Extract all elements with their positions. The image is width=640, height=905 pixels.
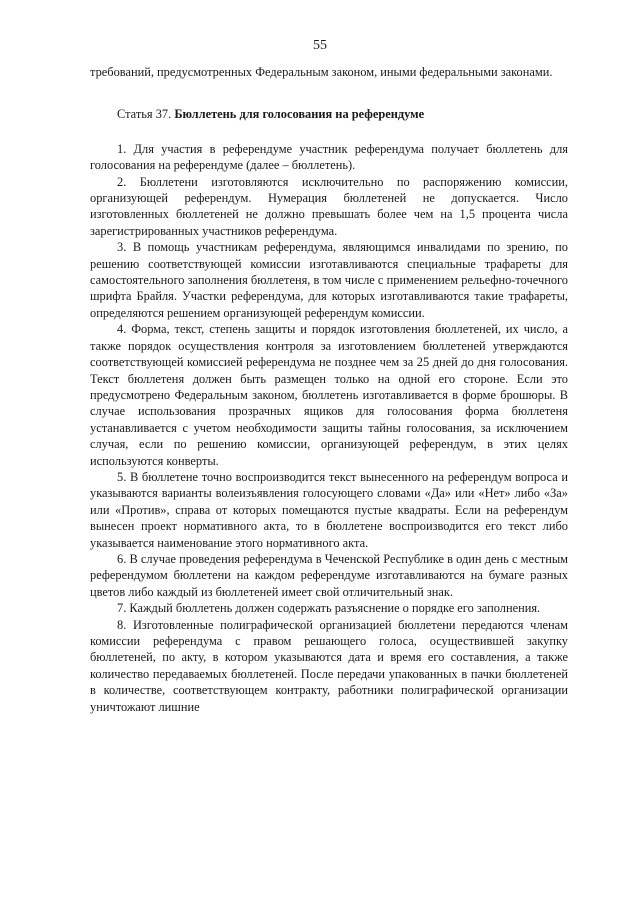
paragraph-1: 1. Для участия в референдуме участник референдума получает бюллетень для голосования на референдуме (далее – бюллетень). (90, 141, 568, 173)
document-body (90, 64, 568, 715)
article-heading (90, 106, 568, 122)
paragraph-3: 3. В помощь участникам референдума, являющимся инвалидами по зрению, по решению соответствующей комиссии изготавливаются специальные трафареты для самостоятельного заполнения бюллетеня, в том числе с применением рельефно-точечного шрифта Брайля. Участки референдума, для которых изготавливаются такие трафареты, определяются решением организующей референдум комиссии. (90, 240, 568, 320)
paragraph-continuation: требований, предусмотренных Федеральным законом, иными федеральными законами. (90, 65, 553, 79)
paragraph-2: 2. Бюллетени изготовляются исключительно по распоряжению комиссии, организующей референдум. Нумерация бюллетеней не допускается. Число изготовленных бюллетеней не должно превышать более чем на 1,5 процента числа зарегистрированных участников референдума. (90, 174, 568, 238)
article-title: Бюллетень для голосования на референдуме (174, 107, 425, 122)
page-number: 55 (313, 38, 327, 53)
paragraph-5: 5. В бюллетене точно воспроизводится текст вынесенного на референдум вопроса и указываются варианты волеизъявления голосующего словами «Да» или «Нет» либо «За» или «Против», справа от которых помещаются пустые квадраты. Если на референдум вынесен проект нормативного акта, то в бюллетене воспроизводится его текст либо указывается наименование этого нормативного акта. (90, 469, 568, 550)
paragraph-8: 8. Изготовленные полиграфической организацией бюллетени передаются членам комиссии референдума с правом решающего голоса, осуществившей закупку бюллетеней, по акту, в котором указываются дата и время его составления, а также количество передаваемых бюллетеней. После передачи упакованных в пачки бюллетеней в количестве, соответствующем контракту, работники полиграфической организации уничтожают лишние (90, 617, 568, 714)
paragraph-6: 6. В случае проведения референдума в Чеченской Республике в один день с местным референдумом бюллетени на каждом референдуме изготавливаются на бумаге разных цветов либо каждый из бюллетеней имеет свой отличительный знак. (90, 551, 568, 599)
article-number: Статья 37. (117, 107, 172, 122)
paragraph-4: 4. Форма, текст, степень защиты и порядок изготовления бюллетеней, их число, а также порядок осуществления контроля за изготовлением бюллетеней утверждаются соответствующей комиссией референдума не позднее чем за 25 дней до дня голосования. Текст бюллетеня должен быть размещен только на одной его стороне. Если это предусмотрено Федеральным законом, бюллетень изготавливается в форме брошюры. В случае использования прозрачных ящиков для голосования форма бюллетеня устанавливается с учетом необходимости защиты тайны голосования, за исключением случая, если по решению комиссии, организующей референдум, в этих целях используются конверты. (90, 322, 568, 468)
paragraph-7: 7. Каждый бюллетень должен содержать разъяснение о порядке его заполнения. (117, 601, 541, 616)
